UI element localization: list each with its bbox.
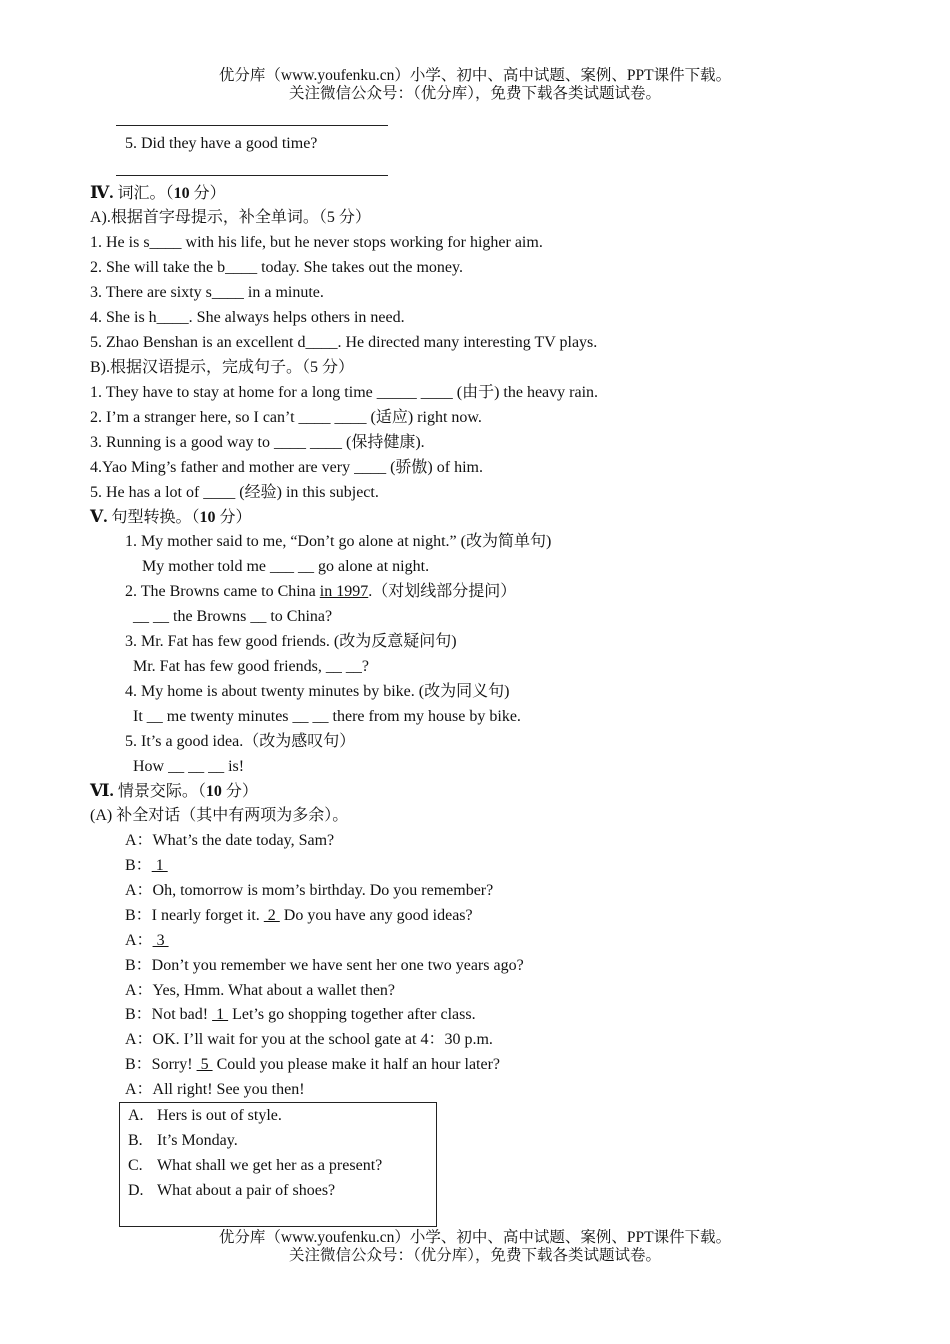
transform-a5: How __ __ __ is! (133, 758, 245, 775)
vocab-item-3: 3. There are sixty s____ in a minute. (90, 284, 324, 301)
dialog-line-2: B： 1 (125, 857, 168, 874)
dialog-blank: 3 (152, 932, 169, 949)
transform-a3: Mr. Fat has few good friends, __ __? (133, 658, 369, 675)
dialog-line-1: A：What’s the date today, Sam? (125, 832, 335, 849)
dialog-line-9: A：OK. I’ll wait for you at the school gate at 4：30 p.m. (125, 1031, 493, 1048)
transform-q4: 4. My home is about twenty minutes by bike. (改为同义句) (125, 683, 510, 700)
footer-line-2: 关注微信公众号：（优分库），免费下载各类试题试卷。 (288, 1247, 661, 1264)
sentence-item-2: 2. I’m a stranger here, so I can’t ____ ____ (适应) right now. (90, 409, 482, 426)
transform-a4: It __ me twenty minutes __ __ there from my house by bike. (133, 708, 521, 725)
transform-a1: My mother told me ___ __ go alone at night. (142, 558, 430, 575)
vocab-item-2: 2. She will take the b____ today. She takes out the money. (90, 259, 463, 276)
dialog-line-11: A：All right! See you then! (125, 1081, 305, 1098)
vocab-item-4: 4. She is h____. She always helps others in need. (90, 309, 405, 326)
sentence-item-4: 4.Yao Ming’s father and mother are very ____ (骄傲) of him. (90, 459, 483, 476)
header-line-1: 优分库（www.youfenku.cn）小学、初中、高中试题、案例、PPT课件下载。 (218, 67, 732, 84)
section-5-title: Ⅴ. 句型转换。（10 分） (90, 507, 252, 526)
transform-q2: 2. The Browns came to China in 1997.（对划线部分提问） (125, 583, 517, 600)
dialog-line-10: B：Sorry! 5 Could you please make it half an hour later? (125, 1056, 501, 1073)
transform-q1: 1. My mother said to me, “Don’t go alone at night.” (改为简单句) (125, 533, 552, 550)
vocab-item-5: 5. Zhao Benshan is an excellent d____. He directed many interesting TV plays. (90, 334, 598, 351)
transform-a2: __ __ the Browns __ to China? (133, 608, 333, 625)
header-line-2: 关注微信公众号：（优分库），免费下载各类试题试卷。 (288, 85, 661, 102)
dialog-line-3: A：Oh, tomorrow is mom’s birthday. Do you remember? (125, 882, 494, 899)
question-5: 5. Did they have a good time? (125, 135, 318, 152)
dialog-line-8: B：Not bad! 1 Let’s go shopping together after class. (125, 1006, 476, 1023)
option-a: A. Hers is out of style. (128, 1107, 282, 1124)
dialog-line-5: A： 3 (125, 932, 169, 949)
sentence-item-3: 3. Running is a good way to ____ ____ (保持健康). (90, 434, 425, 451)
transform-q3: 3. Mr. Fat has few good friends. (改为反意疑问句) (125, 633, 457, 650)
page-footer (0, 1229, 950, 1265)
answer-line (116, 125, 388, 126)
dialog-blank: 5 (196, 1056, 213, 1073)
section-6a-title: (A) 补全对话（其中有两项为多余）。 (90, 807, 349, 824)
transform-q5: 5. It’s a good idea.（改为感叹句） (125, 733, 356, 750)
dialog-blank: 1 (212, 1006, 229, 1023)
section-4a-title: A).根据首字母提示，补全单词。（5 分） (90, 209, 371, 226)
dialog-blank: 1 (151, 857, 168, 874)
page-header (0, 67, 950, 103)
dialog-line-6: B：Don’t you remember we have sent her one two years ago? (125, 957, 524, 974)
section-4b-title: B).根据汉语提示，完成句子。（5 分） (90, 359, 355, 376)
option-c: C. What shall we get her as a present? (128, 1157, 383, 1174)
option-b: B. It’s Monday. (128, 1132, 238, 1149)
answer-line (116, 175, 388, 176)
dialog-line-7: A：Yes, Hmm. What about a wallet then? (125, 982, 396, 999)
option-d: D. What about a pair of shoes? (128, 1182, 336, 1199)
sentence-item-1: 1. They have to stay at home for a long time _____ ____ (由于) the heavy rain. (90, 384, 599, 401)
section-4-title: Ⅳ. 词汇。（10 分） (90, 183, 226, 202)
sentence-item-5: 5. He has a lot of ____ (经验) in this subject. (90, 484, 379, 501)
section-6-title: Ⅵ. 情景交际。（10 分） (90, 781, 258, 800)
dialog-blank: 2 (263, 907, 280, 924)
dialog-line-4: B：I nearly forget it. 2 Do you have any good ideas? (125, 907, 473, 924)
vocab-item-1: 1. He is s____ with his life, but he never stops working for higher aim. (90, 234, 543, 251)
footer-line-1: 优分库（www.youfenku.cn）小学、初中、高中试题、案例、PPT课件下载。 (218, 1229, 732, 1246)
